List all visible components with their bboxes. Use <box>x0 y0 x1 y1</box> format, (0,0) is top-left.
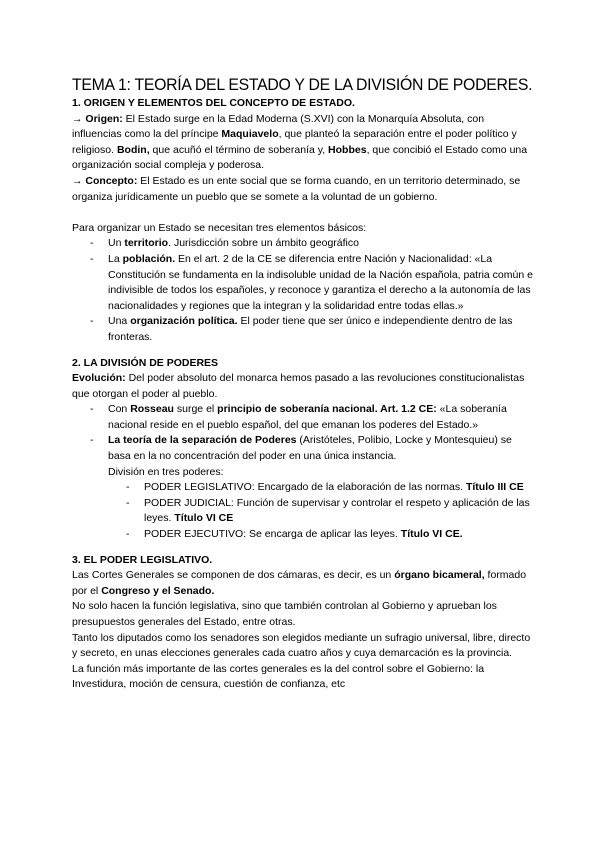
sufragio-paragraph: Tanto los diputados como los senadores son elegidos mediante un sufragio universal, libre, directo y secreto, en unas elecciones generales cada cuatro años y cuya demarcación es la provincia. <box>72 631 531 660</box>
elements-list <box>72 236 534 345</box>
cortes-paragraph: Las Cortes Generales se componen de dos cámaras, es decir, es un órgano bicameral, formado por el Congreso y el Senado. <box>72 569 527 597</box>
origen-label: → Origen: <box>72 112 123 125</box>
section-3-heading: 3. EL PODER LEGISLATIVO. <box>72 553 213 566</box>
list-item: - PODER JUDICIAL: Función de supervisar y controlar el respeto y aplicación de las leyes. Título VI CE <box>72 496 534 527</box>
section-2-heading: 2. LA DIVISIÓN DE PODERES <box>72 356 219 369</box>
elements-intro: Para organizar un Estado se necesitan tres elementos básicos: <box>72 221 367 234</box>
document-page <box>72 74 534 693</box>
list-item: - Con Rosseau surge el principio de soberanía nacional. Art. 1.2 CE: «La soberanía nacional reside en el pueblo español, del que emanan los poderes del Estado.» <box>72 402 534 433</box>
section-1-heading: 1. ORIGEN Y ELEMENTOS DEL CONCEPTO DE ESTADO. <box>72 97 355 109</box>
concepto-label: → Concepto: <box>72 174 138 187</box>
list-item: - PODER EJECUTIVO: Se encarga de aplicar las leyes. Título VI CE. <box>72 527 534 543</box>
list-item: - La población. En el art. 2 de la CE se diferencia entre Nación y Nacionalidad: «La Constitución se fundamenta en la indisoluble unidad de la Nación española, patria común e indivisible de todos los españoles, y reconoce y garantiza el derecho a la autonomía de las nacionalidades y regiones que la integran y la solidaridad entre todas ellas.» <box>72 252 534 314</box>
list-item: - La teoría de la separación de Poderes (Aristóteles, Polibio, Locke y Montesquieu) se basa en la no concentración del poder en una única instancia. <box>72 433 534 464</box>
page-title: TEMA 1: TEORÍA DEL ESTADO Y DE LA DIVISIÓN DE PODERES. <box>72 75 533 94</box>
list-item: - Un territorio. Jurisdicción sobre un ámbito geográfico <box>72 236 534 252</box>
poderes-list <box>72 480 534 542</box>
list-item: - Una organización política. El poder tiene que ser único e independiente dentro de las fronteras. <box>72 314 534 345</box>
evolucion-paragraph: Evolución: Del poder absoluto del monarca hemos pasado a las revoluciones constitucionalistas que otorgan el poder al pueblo. <box>72 372 525 400</box>
origen-paragraph: → Origen: El Estado surge en la Edad Moderna (S.XVI) con la Monarquía Absoluta, con influencias como la del príncipe Maquiavelo, que planteó la separación entre el poder político y religioso. Bodin, que acuñó el término de soberanía y, Hobbes, que concibió el Estado como una organización social compleja y poderosa. <box>72 112 528 172</box>
control-paragraph: La función más importante de las cortes generales es la del control sobre el Gobierno: la Investidura, moción de censura, cuestión de confianza, etc <box>72 662 485 691</box>
concepto-paragraph: → Concepto: El Estado es un ente social que se forma cuando, en un territorio determinado, se organiza jurídicamente un pueblo que se somete a la voluntad de un gobierno. <box>72 174 521 203</box>
division-intro: División en tres poderes: <box>108 465 224 478</box>
funcion-paragraph: No solo hacen la función legislativa, sino que también controlan al Gobierno y aprueban los presupuestos generales del Estado, entre otras. <box>72 600 497 628</box>
division-list <box>72 402 534 464</box>
list-item: - PODER LEGISLATIVO: Encargado de la elaboración de las normas. Título III CE <box>72 480 534 496</box>
